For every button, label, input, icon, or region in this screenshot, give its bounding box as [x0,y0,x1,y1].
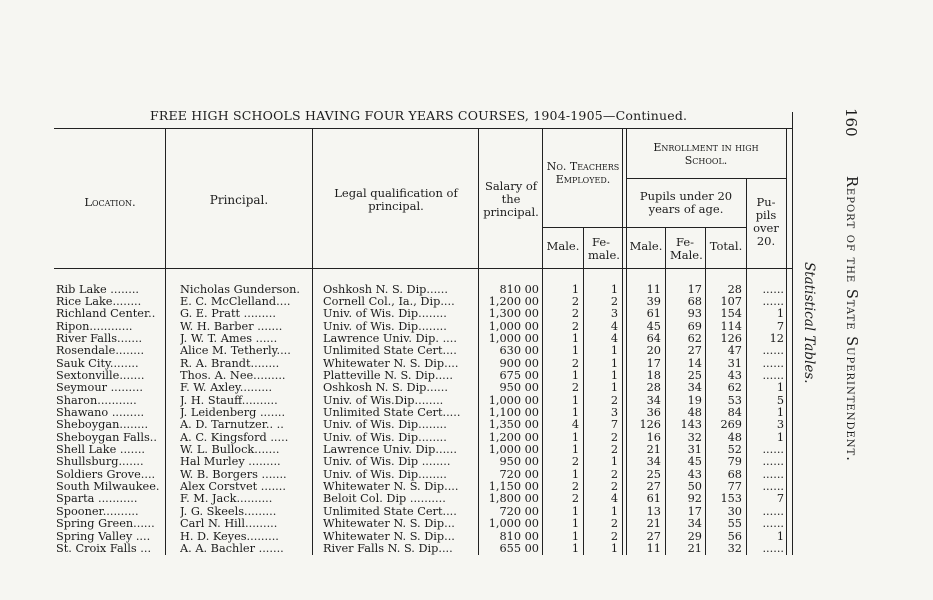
cell-t-male: 2 [571,382,579,395]
cell-over20: 1 [776,407,784,419]
table-row [0,345,800,357]
cell-e-female: 34 [687,382,702,395]
cell-legal: Cornell Col., Ia., Dip.... [323,295,455,308]
cell-t-female: 2 [610,444,618,457]
table-title: FREE HIGH SCHOOLS HAVING FOUR YEARS COURSES, 1904-1905—Continued. [150,108,688,123]
cell-location: Seymour ......... [56,382,143,395]
cell-legal: Univ. of Wis. Dip........ [323,320,447,333]
cell-t-female: 1 [610,283,618,296]
cell-e-male: 45 [646,320,661,333]
cell-t-male: 2 [571,456,579,469]
cell-t-male: 1 [571,530,579,543]
cell-location: Soldiers Grove.... [56,468,156,481]
cell-total: 52 [727,444,742,457]
cell-salary: 950 00 [499,382,539,395]
cell-e-female: 25 [687,369,702,382]
cell-t-female: 7 [610,419,618,432]
cell-e-male: 34 [646,456,661,469]
cell-t-female: 1 [610,357,618,370]
teachers-header-rule [542,227,626,228]
cell-location: Sheboygan........ [56,419,149,432]
cell-t-male: 2 [571,295,579,308]
cell-total: 48 [727,431,742,444]
header-enroll-female: Fe-Male. [670,235,703,262]
cell-location: Rice Lake........ [56,295,142,308]
cell-legal: River Falls N. S. Dip.... [323,542,453,555]
cell-legal: Univ. of Wis. Dip........ [323,468,447,481]
header-location: Location. [84,195,136,209]
header-principal: Principal. [209,193,269,207]
cell-e-male: 20 [646,345,661,358]
cell-over20: ...... [762,518,784,531]
cell-total: 47 [727,345,742,358]
cell-over20: 1 [776,382,784,395]
cell-t-female: 4 [610,332,618,345]
cell-location: Richland Center.. [56,308,156,321]
cell-t-female: 2 [610,530,618,543]
cell-total: 269 [720,419,742,432]
cell-t-female: 1 [610,505,618,518]
cell-t-male: 2 [571,493,579,506]
cell-t-female: 4 [610,320,618,333]
cell-salary: 1,350 00 [488,419,539,432]
cell-total: 153 [720,493,742,506]
cell-e-male: 126 [639,419,661,432]
cell-salary: 1,300 00 [488,308,539,321]
cell-over20: ...... [762,542,784,555]
cell-salary: 675 00 [499,369,539,382]
cell-over20: 1 [776,308,784,321]
cell-t-male: 4 [571,419,579,432]
cell-location: Sparta ........... [56,493,138,506]
table-row [0,469,800,481]
table-row [0,518,800,530]
table-row [0,444,800,456]
cell-total: 30 [727,505,742,518]
header-enroll-male: Male. [629,239,663,253]
cell-over20: ...... [762,283,784,296]
cell-e-female: 17 [687,505,702,518]
cell-t-male: 1 [571,431,579,444]
cell-e-male: 36 [646,407,661,419]
cell-t-female: 1 [610,456,618,469]
cell-e-male: 34 [646,394,661,407]
cell-location: Ripon............ [56,320,133,333]
cell-t-male: 1 [571,542,579,555]
cell-t-male: 1 [571,468,579,481]
cell-over20: ...... [762,481,784,494]
cell-principal: Hal Murley ......... [180,456,281,469]
cell-e-female: 31 [687,444,702,457]
cell-t-female: 1 [610,345,618,358]
cell-salary: 810 00 [499,283,539,296]
cell-legal: Univ. of Wis. Dip........ [323,308,447,321]
cell-e-male: 17 [646,357,661,370]
cell-location: Spring Green...... [56,518,155,531]
cell-principal: H. D. Keyes......... [180,530,279,543]
cell-location: Spring Valley .... [56,530,151,543]
cell-salary: 1,800 00 [488,493,539,506]
cell-e-female: 43 [687,468,702,481]
cell-e-male: 28 [646,382,661,395]
page-number: 160 [842,108,860,137]
cell-e-female: 14 [687,357,702,370]
cell-principal: F. W. Axley......... [180,382,273,395]
cell-over20: ...... [762,295,784,308]
cell-t-male: 1 [571,369,579,382]
cell-e-male: 16 [646,431,661,444]
cell-over20: ...... [762,369,784,382]
cell-total: 31 [727,357,742,370]
table-row [0,321,800,333]
header-under20: Pupils under 20 years of age. [639,189,733,216]
cell-e-male: 61 [646,308,661,321]
cell-t-female: 1 [610,369,618,382]
header-enrollment: Enrollment in high School. [653,141,759,167]
cell-location: Sharon........... [56,394,137,407]
cell-principal: F. M. Jack.......... [180,493,273,506]
table-row [0,419,800,431]
cell-e-male: 39 [646,295,661,308]
cell-location: Sauk City........ [56,357,139,370]
cell-legal: Beloit Col. Dip .......... [323,493,446,506]
cell-legal: Whitewater N. S. Dip.... [323,481,459,494]
cell-over20: 12 [769,332,784,345]
cell-salary: 630 00 [499,345,539,358]
cell-principal: J. G. Skeels......... [180,505,277,518]
cell-over20: 1 [776,431,784,444]
cell-e-female: 29 [687,530,702,543]
cell-salary: 900 00 [499,357,539,370]
cell-e-male: 21 [646,518,661,531]
cell-e-male: 11 [646,283,661,296]
cell-e-female: 45 [687,456,702,469]
cell-over20: 5 [776,394,784,407]
cell-e-female: 34 [687,518,702,531]
cell-t-female: 2 [610,394,618,407]
cell-legal: Univ. of Wis.Dip........ [323,394,444,407]
cell-principal: Alice M. Tetherly.... [180,345,291,358]
cell-t-male: 1 [571,505,579,518]
cell-salary: 1,100 00 [488,407,539,419]
cell-e-female: 27 [687,345,702,358]
cell-t-female: 3 [610,308,618,321]
cell-total: 84 [727,407,742,419]
table-row [0,382,800,394]
header-teachers-female: Fe-male. [588,235,620,262]
cell-e-male: 64 [646,332,661,345]
cell-e-male: 11 [646,542,661,555]
cell-over20: 7 [776,320,784,333]
cell-principal: G. E. Pratt ......... [180,308,276,321]
cell-total: 154 [720,308,742,321]
cell-principal: A. A. Bachler ....... [180,542,284,555]
under20-header-rule [626,227,746,228]
cell-e-male: 61 [646,493,661,506]
cell-e-male: 21 [646,444,661,457]
table-row [0,333,800,345]
cell-total: 107 [720,295,742,308]
cell-e-male: 27 [646,530,661,543]
cell-salary: 1,200 00 [488,431,539,444]
cell-location: Shell Lake ....... [56,444,146,457]
cell-t-male: 1 [571,332,579,345]
cell-e-female: 62 [687,332,702,345]
cell-location: Spooner.......... [56,505,139,518]
cell-principal: Carl N. Hill......... [180,518,278,531]
cell-over20: ...... [762,357,784,370]
cell-legal: Univ. of Wis. Dip........ [323,419,447,432]
header-salary: Salary of the principal. [483,179,539,219]
cell-over20: ...... [762,345,784,358]
table-row [0,531,800,543]
header-legal: Legal qualification of principal. [334,186,458,213]
cell-location: Shullsburg....... [56,456,144,469]
cell-over20: 1 [776,530,784,543]
cell-t-male: 2 [571,357,579,370]
cell-principal: J. W. T. Ames ...... [180,332,278,345]
cell-salary: 720 00 [499,505,539,518]
cell-location: Sheboygan Falls.. [56,431,157,444]
cell-legal: Lawrence Univ. Dip...... [323,444,457,457]
header-teachers: No. Teachers Employed. [546,160,620,186]
table-row [0,407,800,419]
cell-total: 32 [727,542,742,555]
cell-location: Rib Lake ........ [56,283,140,296]
header-teachers-male: Male. [546,239,580,253]
cell-over20: ...... [762,444,784,457]
cell-principal: J. H. Stauff.......... [180,394,278,407]
cell-principal: Nicholas Gunderson. [180,283,300,296]
cell-total: 55 [727,518,742,531]
running-head: Report of the State Superintendent. [843,176,859,462]
cell-salary: 1,150 00 [488,481,539,494]
table-row [0,308,800,320]
cell-legal: Lawrence Univ. Dip. .... [323,332,457,345]
table-row [0,432,800,444]
cell-e-female: 143 [680,419,702,432]
cell-total: 79 [727,456,742,469]
cell-t-female: 1 [610,382,618,395]
cell-legal: Whitewater N. S. Dip... [323,530,455,543]
table-row [0,370,800,382]
cell-location: Sextonville....... [56,369,145,382]
cell-salary: 1,000 00 [488,518,539,531]
cell-e-female: 50 [687,481,702,494]
cell-location: Shawano ......... [56,407,145,419]
cell-legal: Univ. of Wis. Dip ........ [323,456,451,469]
cell-over20: ...... [762,456,784,469]
cell-salary: 655 00 [499,542,539,555]
header-enroll-total: Total. [709,239,743,253]
cell-over20: 3 [776,419,784,432]
cell-legal: Oshkosh N. S. Dip...... [323,283,448,296]
cell-principal: W. B. Borgers ....... [180,468,287,481]
cell-principal: A. C. Kingsford ..... [180,431,289,444]
cell-t-female: 2 [610,431,618,444]
cell-total: 43 [727,369,742,382]
cell-e-female: 19 [687,394,702,407]
cell-salary: 1,200 00 [488,295,539,308]
cell-legal: Unlimited State Cert..... [323,407,461,419]
cell-salary: 1,000 00 [488,320,539,333]
table-row [0,296,800,308]
cell-legal: Platteville N. S. Dip..... [323,369,453,382]
cell-t-female: 2 [610,468,618,481]
cell-t-male: 1 [571,518,579,531]
cell-t-female: 2 [610,295,618,308]
cell-legal: Whitewater N. S. Dip... [323,518,455,531]
cell-e-female: 21 [687,542,702,555]
cell-principal: W. H. Barber ....... [180,320,283,333]
cell-e-male: 18 [646,369,661,382]
cell-total: 114 [720,320,742,333]
side-label: Statistical Tables. [801,262,817,384]
table-row [0,395,800,407]
cell-principal: R. A. Brandt........ [180,357,280,370]
cell-t-female: 4 [610,493,618,506]
cell-t-male: 2 [571,320,579,333]
cell-salary: 1,000 00 [488,394,539,407]
cell-over20: ...... [762,468,784,481]
cell-e-female: 69 [687,320,702,333]
cell-t-male: 1 [571,283,579,296]
cell-e-male: 27 [646,481,661,494]
cell-t-male: 1 [571,444,579,457]
cell-legal: Oshkosh N. S. Dip...... [323,382,448,395]
enrollment-header-rule [626,178,786,179]
cell-legal: Unlimited State Cert.... [323,505,457,518]
table-row [0,456,800,468]
table-row [0,358,800,370]
cell-location: St. Croix Falls ... [56,542,152,555]
cell-t-male: 2 [571,308,579,321]
cell-total: 68 [727,468,742,481]
cell-over20: ...... [762,505,784,518]
header-over20: Pu-pils over 20. [753,195,779,248]
cell-principal: W. L. Bullock....... [180,444,280,457]
cell-salary: 810 00 [499,530,539,543]
cell-e-female: 32 [687,431,702,444]
cell-legal: Whitewater N. S. Dip.... [323,357,459,370]
cell-e-female: 48 [687,407,702,419]
cell-location: River Falls....... [56,332,143,345]
table-row [0,506,800,518]
cell-e-female: 93 [687,308,702,321]
cell-t-male: 1 [571,407,579,419]
cell-total: 62 [727,382,742,395]
cell-total: 53 [727,394,742,407]
cell-t-female: 1 [610,542,618,555]
cell-e-male: 25 [646,468,661,481]
table-row [0,284,800,296]
cell-total: 56 [727,530,742,543]
cell-e-female: 92 [687,493,702,506]
cell-e-female: 17 [687,283,702,296]
cell-t-male: 1 [571,394,579,407]
table-row [0,543,800,555]
cell-principal: A. D. Tarnutzer.. .. [180,419,284,432]
cell-t-male: 2 [571,481,579,494]
cell-t-female: 3 [610,407,618,419]
cell-principal: Thos. A. Nee......... [180,369,286,382]
cell-legal: Unlimited State Cert.... [323,345,457,358]
cell-salary: 1,000 00 [488,444,539,457]
cell-e-female: 68 [687,295,702,308]
cell-location: South Milwaukee. [56,481,160,494]
cell-principal: E. C. McClelland.... [180,295,291,308]
table-row [0,481,800,493]
cell-over20: 7 [776,493,784,506]
cell-location: Rosendale........ [56,345,145,358]
cell-e-male: 13 [646,505,661,518]
cell-total: 28 [727,283,742,296]
cell-principal: Alex Corstvet ....... [180,481,286,494]
cell-principal: J. Leidenberg ....... [180,407,286,419]
cell-legal: Univ. of Wis. Dip........ [323,431,447,444]
cell-salary: 720 00 [499,468,539,481]
cell-t-male: 1 [571,345,579,358]
table-row [0,493,800,505]
cell-salary: 1,000 00 [488,332,539,345]
cell-total: 77 [727,481,742,494]
cell-total: 126 [720,332,742,345]
cell-salary: 950 00 [499,456,539,469]
cell-t-female: 2 [610,481,618,494]
cell-t-female: 2 [610,518,618,531]
